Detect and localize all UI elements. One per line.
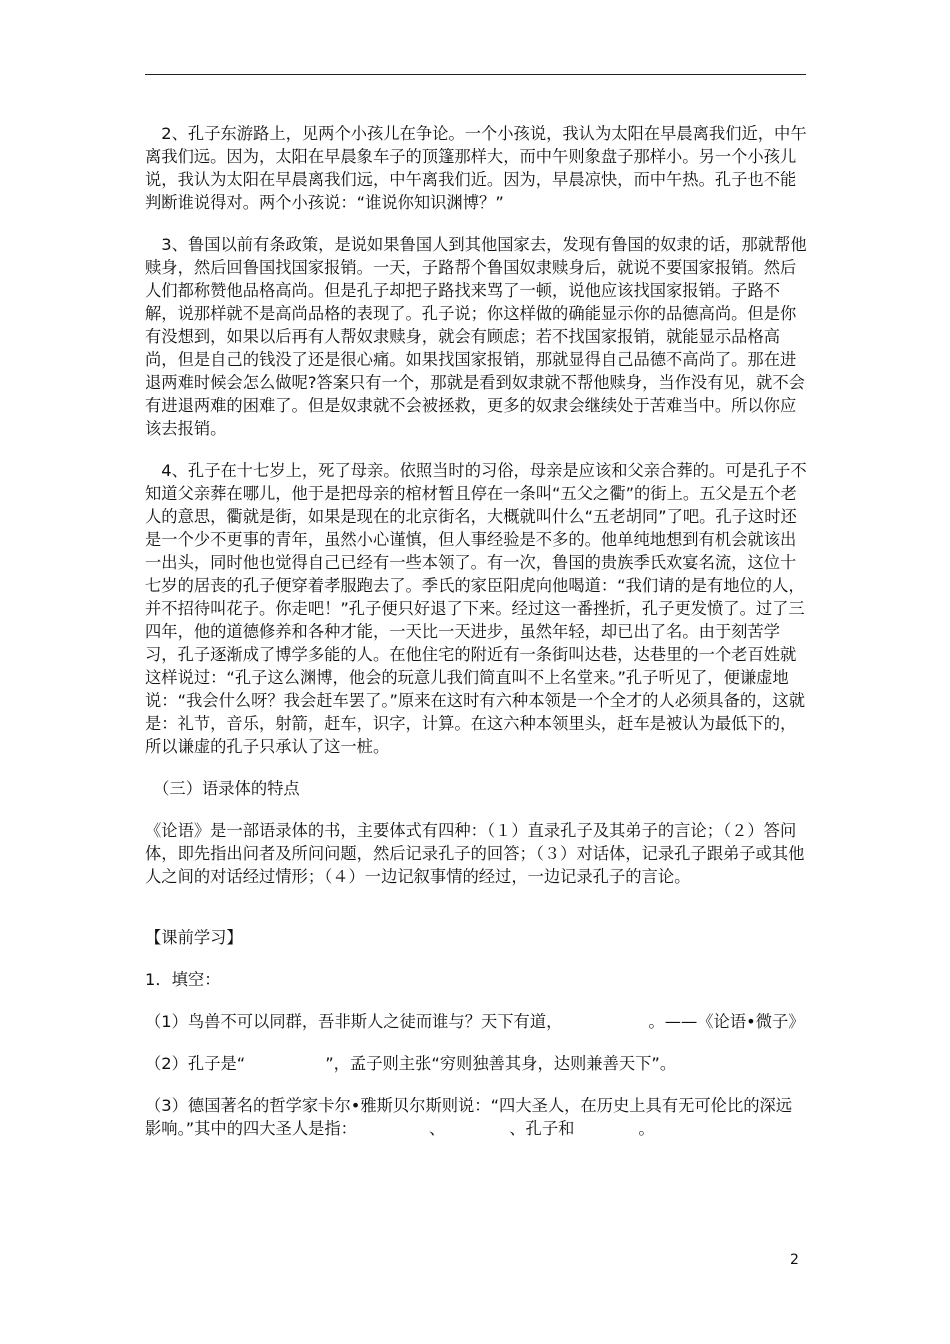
q3-text-end: 。 (638, 1119, 655, 1138)
section-heading-yulu: （三）语录体的特点 (145, 779, 300, 798)
q1-text-start: （1）鸟兽不可以同群，吾非斯人之徒而谁与？天下有道， (145, 1012, 563, 1031)
header-rule (145, 74, 806, 75)
q3-text-start: （3）德国著名的哲学家卡尔•雅斯贝尔斯则说：“四大圣人，在历史上具有无可伦比的深远影响。”其中的四大圣人是指： (145, 1096, 793, 1138)
paragraph-story-3: 3、鲁国以前有条政策，是说如果鲁国人到其他国家去，发现有鲁国的奴隶的话，那就帮他赎身，然后回鲁国找国家报销。一天，子路帮个鲁国奴隶赎身后，就说不要国家报销。然后人们都称赞他品格高尚。但是孔子却把子路找来骂了一顿，说他应该找国家报销。子路不解，说那样就不是高尚品格的表现了。孔子说；你这样做的确能显示你的品德高尚。但是你有没想到，如果以后再有人帮奴隶赎身，就会有顾虑；若不找国家报销，就能显示品格高尚，但是自己的钱没了还是很心痛。如果找国家报销，那就显得自己品德不高尚了。那在进退两难时候会怎么做呢?答案只有一个，那就是看到奴隶就不帮他赎身，当作没有见，就不会有进退两难的困难了。但是奴隶就不会被拯救，更多的奴隶会继续处于苦难当中。所以你应该去报销。 (145, 235, 807, 438)
q2-text-end: ”，孟子则主张“穷则独善其身，达则兼善天下”。 (325, 1054, 677, 1073)
fill-question-3 (145, 1094, 808, 1140)
fill-in-title: 1．填空： (145, 970, 221, 989)
q1-text-end: 。——《论语•微子》 (648, 1012, 805, 1031)
q2-text-start: （2）孔子是“ (145, 1054, 246, 1073)
page-number: 2 (790, 1252, 799, 1268)
paragraph-story-4: 4、孔子在十七岁上，死了母亲。依照当时的习俗，母亲是应该和父亲合葬的。可是孔子不知道父亲葬在哪儿，他于是把母亲的棺材暂且停在一条叫“五父之衢”的街上。五父是五个老人的意思，衢就是街，如果是现在的北京街名，大概就叫什么“五老胡同”了吧。孔子这时还是一个少不更事的青年，虽然小心谨慎，但人事经验是不多的。他单纯地想到有机会就该出一出头，同时他也觉得自己已经有一些本领了。有一次，鲁国的贵族季氏欢宴名流，这位十七岁的居丧的孔子便穿着孝服跑去了。季氏的家臣阳虎向他喝道：“我们请的是有地位的人，并不招待叫花子。你走吧！”孔子便只好退了下来。经过这一番挫折，孔子更发愤了。过了三四年，他的道德修养和各种才能，一天比一天进步，虽然年轻，却已出了名。由于刻苦学习，孔子逐渐成了博学多能的人。在他住宅的附近有一条街叫达巷，达巷里的一个老百姓就这样说过：“孔子这么渊博，他会的玩意儿我们简直叫不上名堂来。”孔子听见了，便谦虚地说：“我会什么呀？我会赶车罢了。”原来在这时有六种本领是一个全才的人必须具备的，这就是：礼节，音乐，射箭，赶车，识字，计算。在这六种本领里头，赶车是被认为最低下的，所以谦虚的孔子只承认了这一桩。 (145, 461, 807, 756)
fill-question-1 (145, 1010, 808, 1033)
q3-sep-2: 、孔子和 (509, 1119, 575, 1138)
document-body (145, 122, 808, 1159)
preclass-heading: 【课前学习】 (145, 928, 243, 947)
paragraph-story-2: 2、孔子东游路上，见两个小孩儿在争论。一个小孩说，我认为太阳在早晨离我们近，中午离我们远。因为，太阳在早晨象车子的顶篷那样大，而中午则象盘子那样小。另一个小孩儿说，我认为太阳在早晨离我们远，中午离我们近。因为，早晨凉快，而中午热。孔子也不能判断谁说得对。两个小孩说：“谁说你知识渊博？” (145, 124, 807, 212)
fill-question-2 (145, 1052, 808, 1075)
q3-sep-1: 、 (428, 1119, 446, 1138)
paragraph-yulu-features: 《论语》是一部语录体的书，主要体式有四种：（１）直录孔子及其弟子的言论；（２）答问体，即先指出问者及所问问题，然后记录孔子的回答；（３）对话体，记录孔子跟弟子或其他人之间的对话经过情形；（４）一边记叙事情的经过，一边记录孔子的言论。 (145, 821, 805, 886)
